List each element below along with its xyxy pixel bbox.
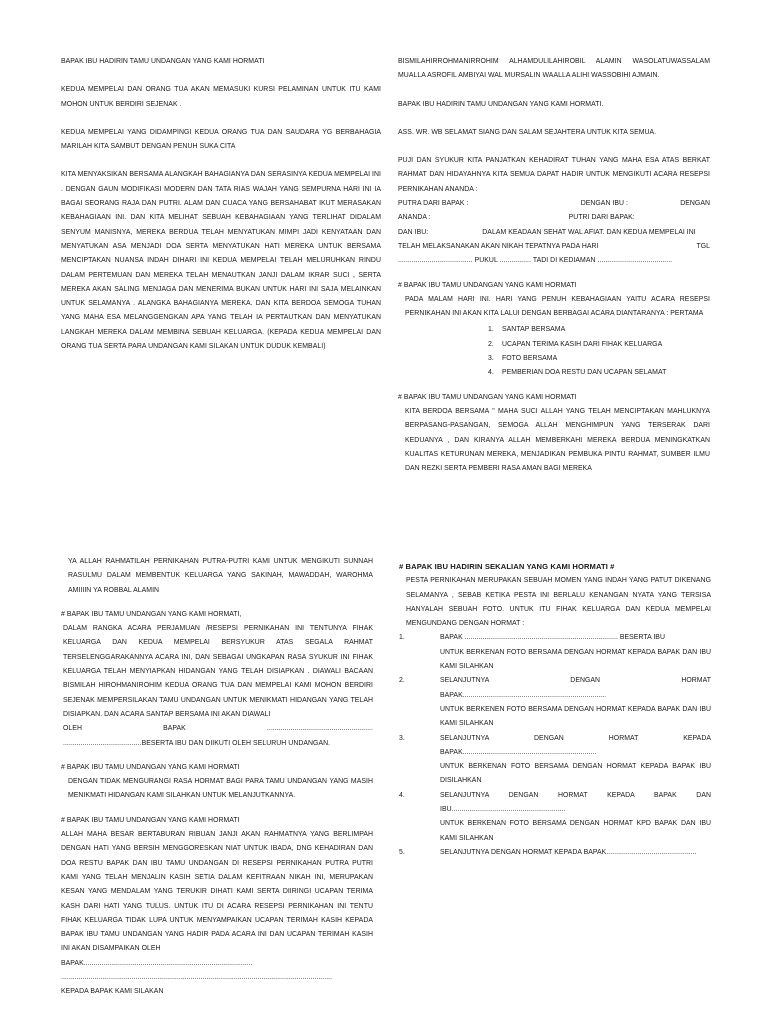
list-item: 1. SANTAP BERSAMA (488, 326, 566, 334)
list-item: 3. FOTO BERSAMA (488, 355, 558, 363)
blank-line: .......................................................................................................................................... (61, 974, 333, 982)
list-item: 4. SELANJUTNYA DENGAN HORMAT KEPADA BAPAK DAN IBU.......................................................... UNTUK BERKENAN FOTO BERSAMA DENGAN HORMAT KPD BAPAK DAN IBU KAMI SILAHKAN (399, 791, 711, 842)
speech-bottom-left (61, 555, 373, 1000)
paragraph-meal: DALAM RANGKA ACARA PERJAMUAN /RESEPSI PERNIKAHAN INI TENTUNYA FIHAK KELUARGA DAN KEDUA MEMPELAI BERSYUKUR ATAS SEGALA RAHMAT TERSELENGGARAKANNYA ACARA INI, DAN SEBAGAI UNGKAPAN RASA SYUKUR INI FIHAK KELUARGA TELAH MENYIAPKAN HIDANGAN YANG TELAH DISIAPKAN . DIAWALI BACAAN BISMILAH HIROHMANIROHIM KEDUA ORANG TUA DAN MEMPELAI KAMI MOHON BERDIRI SEJENAK MEMPERSILAKAN TAMU UNDANGAN UNTUK MENIKMATI HIDANGAN YANG TELAH DISIAPKAN. DAN ACARA SANTAP BERSAMA INI AKAN DIAWALI (63, 625, 373, 718)
section-heading: # BAPAK IBU TAMU UNDANGAN YANG KAMI HORMATI (398, 393, 577, 401)
meal-led-by-row (61, 722, 373, 736)
opening-prayer: BISMILAHIRROHMANIRROHIM ALHAMDULILAHIROBIL ALAMIN WASOLATUWASSALAM MUALLA ASROFIL AMBIYAI WAL MURSALIN WAALLA ALIHI WASSOBIHI AJMAIN. (398, 58, 710, 80)
photo-session-list (399, 631, 711, 860)
paragraph-photo-intro: PESTA PERNIKAHAN MERUPAKAN SEBUAH MOMEN YANG INDAH YANG PATUT DIKENANG SELAMANYA , SEBAB KETIKA PESTA INI BERLALU KENANGAN NYATA YANG TERSISA HANYALAH SEBUAH FOTO. UNTUK ITU FIHAK KELUARGA DAN KEDUA MEMPELAI MENGUNDANG DENGAN HORMAT : (406, 577, 711, 628)
speech-top-right (398, 55, 710, 476)
groom-father-label: PUTRA DARI BAPAK : (398, 200, 469, 208)
blank-line: ...................................................... (266, 725, 373, 733)
thanks-speaker-line: BAPAK...................................................................................... (61, 959, 253, 967)
paragraph-continue-meal: DENGAN TIDAK MENGURANGI RASA HORMAT BAGI PARA TAMU UNDANGAN YANG MASIH MENIKMATI HIDANGAN KAMI SILAHKAN UNTUK MELANJUTKANNYA. (68, 778, 373, 800)
list-item: 2. SELANJUTNYA DENGAN HORMAT BAPAK......................................................................... UNTUK BERKENEN FOTO BERSAMA DENGAN HORMAT KEPADA BAPAK DAN IBU KAMI SILAHKAN (399, 677, 711, 728)
closing-prayer: YA ALLAH RAHMATILAH PERNIKAHAN PUTRA-PUTRI KAMI UNTUK MENGIKUTI SUNNAH RASULMU DALAM MEMBENTUK KELUARGA YANG SAKINAH, MAWADDAH, WAROHMA AMIIIIN YA ROBBAL ALAMIN (68, 558, 373, 594)
list-item: 2. UCAPAN TERIMA KASIH DARI FIHAK KELUARGA (488, 340, 663, 348)
speech-top-left (61, 55, 381, 354)
speech-bottom-right (399, 560, 711, 860)
list-item: 5. SELANJUTNYA DENGAN HORMAT KEPADA BAPAK.............................................. (399, 848, 697, 856)
section-heading: # BAPAK IBU TAMU UNDANGAN YANG KAMI HORMATI (61, 763, 240, 771)
list-item: 3. SELANJUTNYA DENGAN HORMAT KEPADA BAPAK.................................................................... UNTUK BERKENAN FOTO BERSAMA DENGAN HORMAT KEPADA BAPAK IBU DISILAHKAN (399, 734, 711, 785)
with-label: DENGAN (680, 200, 710, 208)
father-label: BAPAK (163, 725, 186, 733)
paragraph-welcome-couple: KEDUA MEMPELAI YANG DIDAMPINGI KEDUA ORANG TUA DAN SAUDARA YG BERBAHAGIA MARILAH KITA SAMBUT DENGAN PENUH SUKA CITA (61, 128, 381, 151)
paragraph-thanks: ALLAH MAHA BESAR BERTABURAN RIBUAN JANJI AKAN RAHMATNYA YANG BERLIMPAH DENGAN HATI YANG BERSIH MENGGORESKAN NIAT UNTUK IBADA, DNG KEHADIRAN DAN DOA RESTU BAPAK DAN IBU TAMU UNDANGAN DI RESEPSI PERNIKAHAN PUTRA PUTRI KAMI YANG TELAH MENJALIN KASIH SETIA DALAM KEFITRAAN NIKAH INI, MERUPAKAN KESAN YANG MENDALAM YANG TERUKIR DIHATI KAMI SERTA DIIRINGI UCAPAN TERIMA KASH DARI HATI YANG TULUS. UNTUK ITU DI ACARA RESEPSI PERNIKAHAN INI TENTU FIHAK KELUARGA TIDAK LUPA UNTUK MENYAMPAIKAN UCAPAN TERIMAH KASIH KEPADA BAPAK IBU TAMU UNDANGAN YANG HADIR PADA ACARA INI DAN UCAPAN TERIMAH KASIH INI AKAN DISAMPAIKAN OLEH (61, 831, 373, 953)
paragraph-prayer: KITA BERDOA BERSAMA " MAHA SUCI ALLAH YANG TELAH MENCIPTAKAN MAHLUKNYA BERPASANG-PASANGAN, SEMOGA ALLAH MENGHIMPUN YANG TERSERAK DARI KEDUANYA , DAN KIRANYA ALLAH MEMBERKAHI MEREKA BERDUA MENINGKATKAN KUALITAS KETURUNAN MEREKA, MENJADIKAN PEMBUKA PINTU RAHMAT, SUMBER ILMU DAN REZKI SERTA PEMBERI RASA AMAN BAGI MEREKA (405, 407, 710, 473)
couple-parents-row-1 (398, 197, 710, 211)
time-place-line: ...................................... PUKUL ................ TADI DI KEDIAMAN ...................................... (398, 257, 673, 265)
bride-mother-label: DAN IBU: (398, 228, 429, 236)
meal-closing-line: ........................................BESERTA IBU DAN DIIKUTI OLEH SELURUH UNDANGAN. (63, 739, 331, 747)
invite-line: KEPADA BAPAK KAMI SILAKAN (61, 988, 164, 996)
list-item: 4. PEMBERIAN DOA RESTU DAN UCAPAN SELAMAT (488, 369, 667, 377)
paragraph-gratitude: PUJI DAN SYUKUR KITA PANJATKAN KEHADIRAT TUHAN YANG MAHA ESA ATAS BERKAT RAHMAT DAN HIDAYAHNYA KITA SEMUA DAPAT HADIR UNTUK MENGIKUTI ACARA RESEPSI PERNIKAHAN ANANDA : (398, 157, 710, 193)
section-heading: # BAPAK IBU HADIRIN SEKALIAN YANG KAMI HORMATI # (399, 562, 615, 571)
section-heading: # BAPAK IBU TAMU UNDANGAN YANG KAMI HORMATI, (61, 610, 242, 618)
couple-parents-row-3 (398, 226, 710, 240)
health-note: DALAM KEADAAN SEHAT WAL AFIAT. DAN KEDUA MEMPELAI INI (482, 228, 696, 236)
couple-parents-row-2 (398, 211, 710, 225)
greeting-heading: BAPAK IBU HADIRIN TAMU UNDANGAN YANG KAMI HORMATI (61, 58, 265, 65)
date-label: TGL (696, 242, 710, 250)
groom-mother-label: DENGAN IBU : (580, 200, 628, 208)
akad-date-row (398, 240, 710, 254)
section-heading: # BAPAK IBU TAMU UNDANGAN YANG KAMI HORMATI (398, 281, 577, 289)
salutation: ASS. WR. WB SELAMAT SIANG DAN SALAM SEJAHTERA UNTUK KITA SEMUA. (398, 128, 657, 136)
section-heading: # BAPAK IBU TAMU UNDANGAN YANG KAMI HORMATI (61, 816, 240, 824)
paragraph-couple-description: KITA MENYAKSIKAN BERSAMA ALANGKAH BAHAGIANYA DAN SERASINYA KEDUA MEMPELAI INI . DENGAN GAUN MODIFIKASI MODERN DAN TATA RIAS WAJAH YANG SEMPURNA HARI INI IA BAGAI SEORANG RAJA DAN PUTRI. ALAM DAN CUACA YANG BERSAHABAT IKUT MERASAKAN KEBAHAGIAAN INI. DAN KITA MELIHAT SEBUAH KEBAHAGIAAN YANG TERLIHAT DIDALAM SENYUM MANISNYA, MEREKA BERDUA TELAH MENYATUKAN MIMPI JADI KENYATAAN DAN MENYATUKAN ASA MENJADI DOA SERTA MENYATUKAN HATI MEREKA UNTUK BERSAMA MENCIPTAKAN NUANSA INDAH DIHARI INI KEDUA MEMPELAI TELAH MELURUHKAN RINDU DALAM PERTEMUAN DAN MEREKA TELAH MENAUTKAN JANJI DALAM IKRAR SUCI , SERTA MEREKA AKAN SALING MENJAGA DAN MENERIMA BUKAN UNTUK HARI INI SAJA MELAINKAN UNTUK SELAMANYA . ALANGKA BAHAGIANYA MEREKA. DAN KITA BERDOA SEMOGA TUHAN YANG MAHA ESA MELANGGENGKAN APA YANG TELAH IA PERTAUTKAN DAN MENYATUKAN LANGKAH MEREKA DALAM MEMBINA SEBUAH KELUARGA. (KEPADA KEDUA MEMPELAI DAN ORANG TUA SERTA PARA UNDANGAN KAMI SILAKAN UNTUK DUDUK KEMBALI) (61, 171, 382, 351)
by-label: OLEH (63, 725, 82, 733)
bride-father-label: PUTRI DARI BAPAK: (568, 214, 635, 222)
program-list (398, 323, 710, 380)
greeting-heading: BAPAK IBU HADIRIN TAMU UNDANGAN YANG KAMI HORMATI. (398, 100, 604, 108)
paragraph-program: PADA MALAM HARI INI. HARI YANG PENUH KEBAHAGIAAN YAITU ACARA RESEPSI PERNIKAHAN INI AKAN KITA LALUI DENGAN BERBAGAI ACARA DIANTARANYA : PERTAMA (405, 295, 710, 318)
bride-label: ANANDA : (398, 214, 431, 222)
paragraph-enter-pelaminan: KEDUA MEMPELAI DAN ORANG TUA AKAN MEMASUKI KURSI PELAMINAN UNTUK ITU KAMI MOHON UNTUK BERDIRI SEJENAK . (61, 86, 381, 108)
akad-label: TELAH MELAKSANAKAN AKAN NIKAH TEPATNYA PADA HARI (398, 242, 599, 250)
list-item: 1. BAPAK .............................................................................. BESERTA IBU UNTUK BERKENAN FOTO BERSAMA DENGAN HORMAT KEPADA BAPAK DAN IBU KAMI SILAHKAN (399, 634, 711, 671)
